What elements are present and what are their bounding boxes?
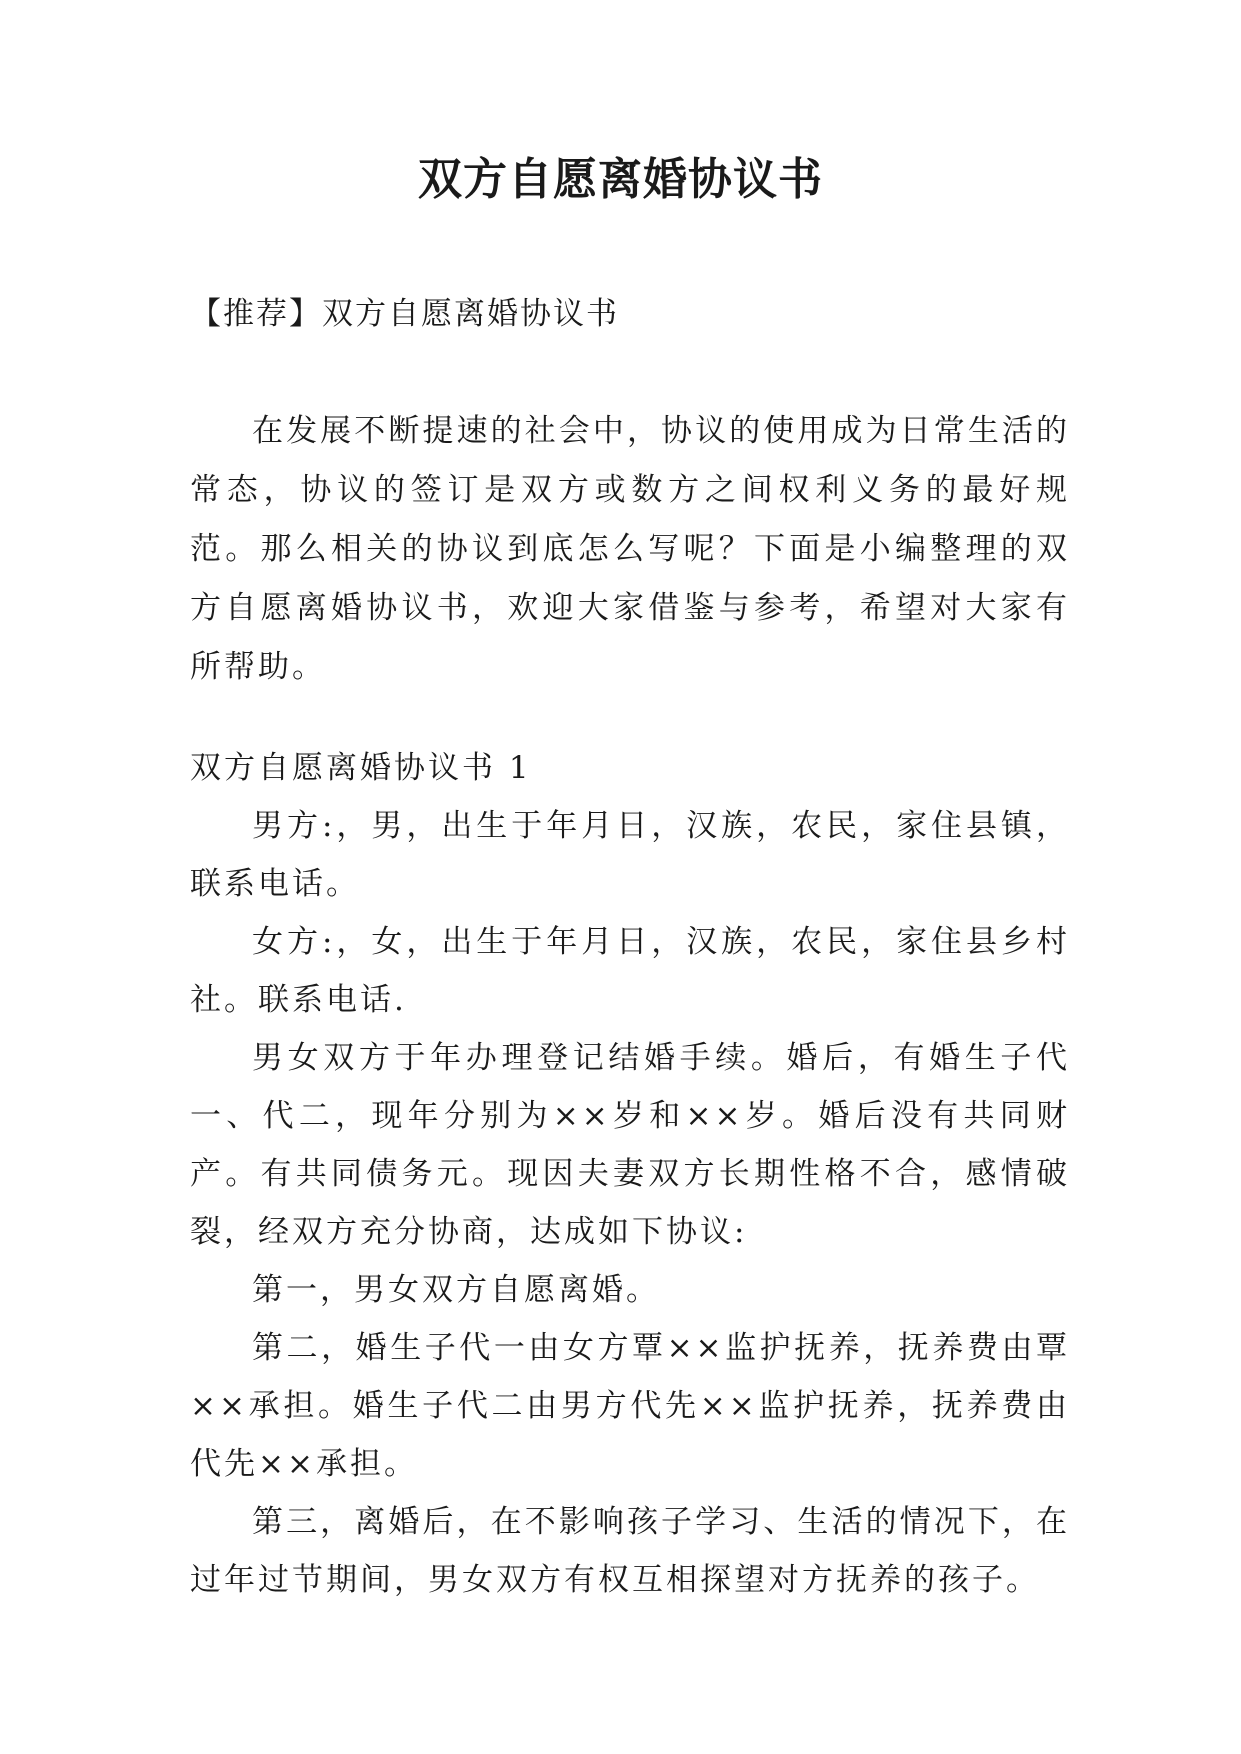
intro-paragraph: 在发展不断提速的社会中，协议的使用成为日常生活的常态，协议的签订是双方或数方之间权利义务的最好规范。那么相关的协议到底怎么写呢？下面是小编整理的双方自愿离婚协议书，欢迎大家借鉴与参考，希望对大家有所帮助。 (190, 413, 1070, 685)
paragraph-clause-2: 第二，婚生子代一由女方覃××监护抚养，抚养费由覃××承担。婚生子代二由男方代先××监护抚养，抚养费由代先××承担。 (190, 1330, 1070, 1482)
document-title: 双方自愿离婚协议书 (418, 154, 823, 205)
paragraph-male-party: 男方:，男，出生于年月日，汉族，农民，家住县镇，联系电话。 (190, 808, 1070, 902)
paragraph-female-party: 女方:，女，出生于年月日，汉族，农民，家住县乡村社。联系电话. (190, 924, 1070, 1018)
paragraph-marriage-background: 男女双方于年办理登记结婚手续。婚后，有婚生子代一、代二，现年分别为××岁和××岁。婚后没有共同财产。有共同债务元。现因夫妻双方长期性格不合，感情破裂，经双方充分协商，达成如下协议: (190, 1040, 1070, 1250)
paragraph-clause-3: 第三，离婚后，在不影响孩子学习、生活的情况下，在过年过节期间，男女双方有权互相探望对方抚养的孩子。 (190, 1504, 1070, 1598)
recommend-line: 【推荐】双方自愿离婚协议书 (190, 296, 619, 332)
document-body (190, 402, 1070, 1609)
paragraph-clause-1: 第一，男女双方自愿离婚。 (252, 1272, 660, 1308)
section-heading: 双方自愿离婚协议书 1 (190, 750, 532, 786)
